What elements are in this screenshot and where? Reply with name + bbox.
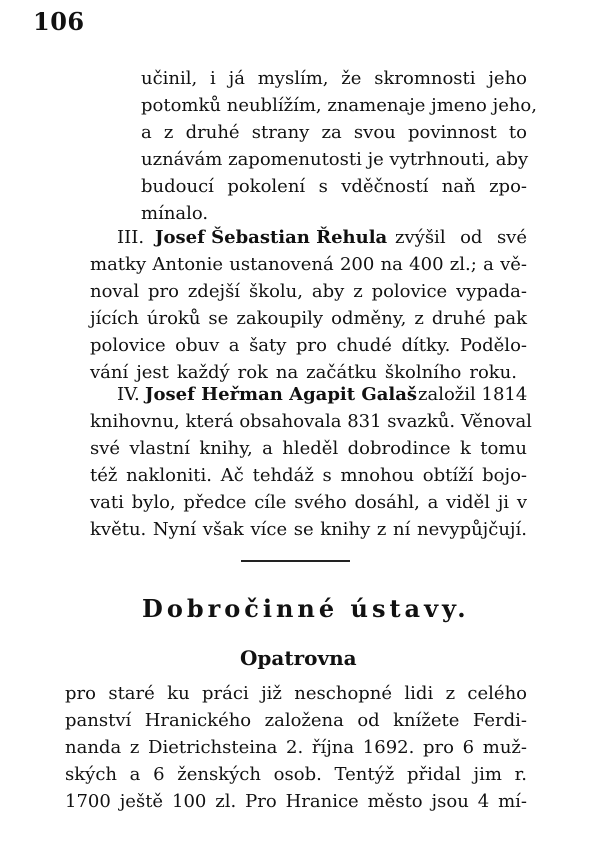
paragraph-3-line-4: též nakloniti. Ač tehdáž s mnohou obtíží bojo-: [90, 465, 527, 486]
paragraph-1-line-6: mínalo.: [141, 203, 209, 224]
paragraph-3-line-5: vati bylo, předce cíle svého dosáhl, a viděl ji v: [90, 492, 527, 513]
section-divider: [241, 560, 350, 562]
paragraph-4-line-2: panství Hranického založena od knížete Ferdi-: [65, 710, 527, 731]
paragraph-2-numeral: III.: [117, 227, 145, 248]
section-subheading: Opatrovna: [240, 646, 357, 670]
paragraph-3-line-2: knihovnu, která obsahovala 831 svazků. Věnoval: [90, 411, 532, 432]
paragraph-4-line-5: 1700 ještě 100 zl. Pro Hranice město jsou 4 mí-: [65, 791, 527, 812]
paragraph-1-line-3: a z druhé strany za svou povinnost to: [141, 122, 527, 143]
paragraph-3-line-1: založil 1814: [418, 384, 528, 405]
paragraph-3-name: Josef Heřman Agapit Galaš: [145, 384, 418, 405]
paragraph-2-line-1: zvýšil od své: [395, 227, 527, 248]
paragraph-3-line-3: své vlastní knihy, a hleděl dobrodince k tomu: [90, 438, 527, 459]
paragraph-2-line-6: vání jest každý rok na začátku školního roku.: [90, 362, 517, 383]
paragraph-1-line-5: budoucí pokolení s vděčností naň zpo-: [141, 176, 527, 197]
paragraph-4-line-3: nanda z Dietrichsteina 2. října 1692. pro 6 muž-: [65, 737, 527, 758]
paragraph-2-line-2: matky Antonie ustanovená 200 na 400 zl.; a vě-: [90, 254, 527, 275]
paragraph-4-line-4: ských a 6 ženských osob. Tentýž přidal jim r.: [65, 764, 527, 785]
paragraph-4-line-1: pro staré ku práci již neschopné lidi z celého: [65, 683, 527, 704]
page-number: 106: [33, 7, 85, 36]
section-title: Dobročinné ústavy.: [142, 594, 470, 623]
paragraph-2-line-4: jících úroků se zakoupily odměny, z druhé pak: [90, 308, 527, 329]
paragraph-1-line-1: učinil, i já myslím, že skromnosti jeho: [141, 68, 527, 89]
paragraph-2-name: Josef Šebastian Řehula: [155, 227, 388, 248]
paragraph-2-line-5: polovice obuv a šaty pro chudé dítky. Podělo-: [90, 335, 527, 356]
paragraph-2-line-3: noval pro zdejší školu, aby z polovice vypada-: [90, 281, 527, 302]
paragraph-1-line-2: potomků neublížím, znamenaje jmeno jeho,: [141, 95, 537, 116]
paragraph-3-numeral: IV.: [117, 384, 140, 405]
paragraph-3-line-6: květu. Nyní však více se knihy z ní nevypůjčují.: [90, 519, 527, 540]
paragraph-1-line-4: uznávám zapomenutosti je vytrhnouti, aby: [141, 149, 529, 170]
